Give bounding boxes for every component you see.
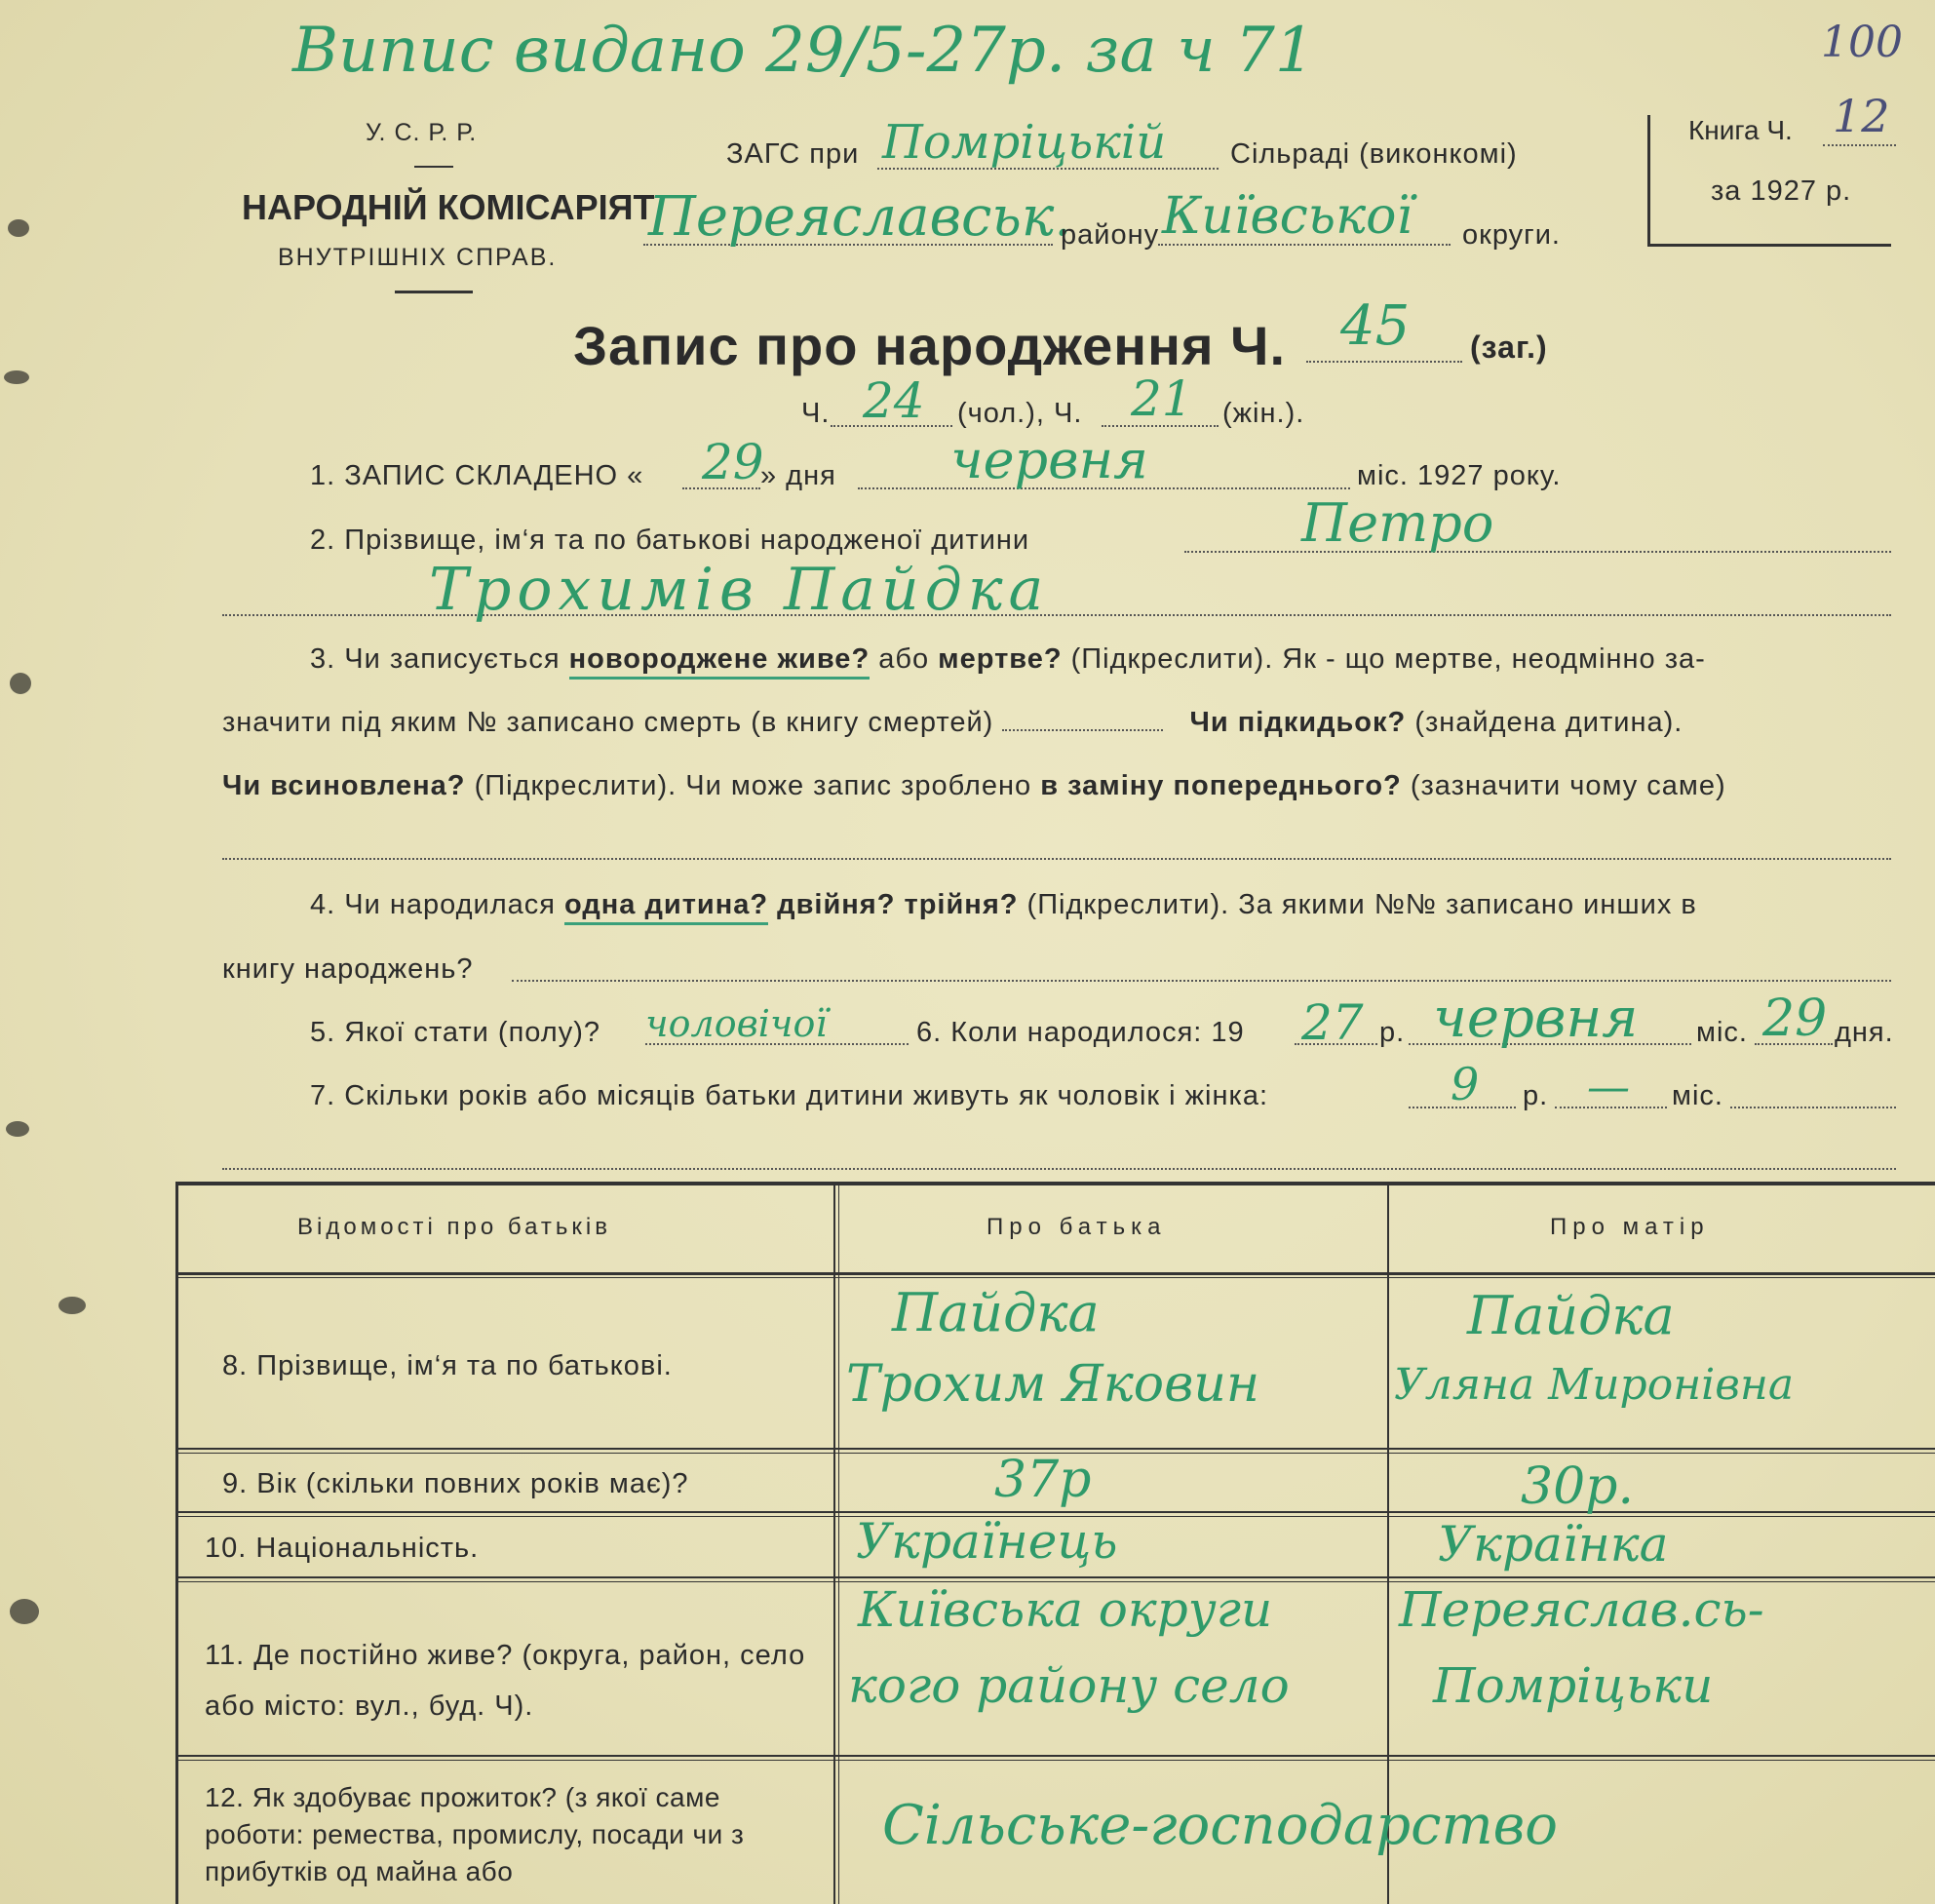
- record-day: 29: [702, 434, 764, 490]
- item3-a: 3. Чи записується: [310, 643, 561, 675]
- row10-label: 10. Національність.: [205, 1533, 480, 1564]
- mother-surname: Пайдка: [1467, 1285, 1675, 1346]
- item3-f: значити під яким № записано смерть (в книгу смертей): [222, 707, 994, 738]
- father-residence-line2: кого району село: [848, 1657, 1290, 1714]
- item3-h: (знайдена дитина).: [1414, 707, 1683, 738]
- binding-hole: [58, 1297, 86, 1314]
- item1-prefix: 1. ЗАПИС СКЛАДЕНО «: [310, 460, 644, 491]
- binding-hole: [10, 673, 31, 694]
- district-label: району: [1061, 219, 1160, 251]
- book-label: Книга Ч.: [1688, 115, 1793, 145]
- binding-hole: [6, 1121, 29, 1137]
- item4-d: (Підкреслити). За якими №№ записано инших в: [1026, 889, 1697, 920]
- record-number: 45: [1340, 294, 1411, 358]
- binding-hole: [8, 219, 29, 237]
- table-border: [838, 1182, 839, 1904]
- male-number: 24: [863, 372, 925, 429]
- okrug-name: Київської: [1162, 187, 1413, 246]
- male-label: (чол.), Ч.: [957, 398, 1083, 429]
- child-surname-patronymic: Трохимів Пайдка: [429, 556, 1050, 624]
- mother-nationality: Українка: [1438, 1516, 1669, 1573]
- table-border: [833, 1182, 835, 1904]
- child-sex: чоловічої: [645, 1002, 828, 1045]
- dead-option: мертве?: [938, 643, 1063, 675]
- record-title: Запис про народження Ч.: [573, 315, 1287, 376]
- twins-triplets-option: двійня? трійня?: [777, 889, 1019, 920]
- row11-label: 11. Де постійно живе? (округа, район, село або місто: вул., буд. Ч).: [205, 1640, 806, 1722]
- father-nationality: Українець: [856, 1513, 1118, 1570]
- occupation: Сільське-господарство: [882, 1794, 1558, 1857]
- binding-hole: [10, 1599, 39, 1624]
- internal-affairs-label: ВНУТРІШНІХ СПРАВ.: [278, 244, 558, 271]
- dotted-line: [1184, 551, 1891, 553]
- zags-prefix: ЗАГС при: [726, 138, 860, 170]
- item5-label: 5. Якої стати (полу)?: [310, 1017, 600, 1048]
- table-border: [175, 1755, 1935, 1757]
- dotted-line: [1730, 1107, 1896, 1108]
- book-year: за 1927 р.: [1711, 175, 1852, 207]
- row8-label: 8. Прізвище, ім‘я та по батькові.: [222, 1350, 673, 1381]
- table-border: [175, 1760, 1935, 1761]
- mother-residence-line2: Помріцьки: [1433, 1657, 1714, 1714]
- divider: [395, 291, 473, 293]
- mother-residence-line1: Переяслав.сь-: [1399, 1581, 1764, 1638]
- item2-label: 2. Прізвище, ім‘я та по батькові народженої дитини: [310, 525, 1030, 556]
- item6-r: р.: [1379, 1017, 1406, 1048]
- dotted-line: [512, 980, 1891, 982]
- table-border: [175, 1448, 1935, 1450]
- item4-a: 4. Чи народилася: [310, 889, 556, 920]
- row9-label: 9. Вік (скільки повних років має)?: [222, 1468, 689, 1499]
- dotted-line: [1823, 144, 1896, 146]
- commissariat-label: НАРОДНІЙ КОМІСАРІЯТ: [242, 187, 655, 227]
- book-number: 12: [1833, 90, 1890, 142]
- subnumber-prefix: Ч.: [801, 398, 831, 429]
- item3-text: [310, 643, 1706, 676]
- table-border: [175, 1576, 1935, 1578]
- birth-day: 29: [1762, 990, 1828, 1048]
- page-number: 100: [1821, 18, 1903, 67]
- row12-label: 12. Як здобуває прожиток? (з якої саме роботи: ремества, промислу, посади чи з прибутків од майна або: [205, 1782, 745, 1886]
- child-first-name: Петро: [1301, 492, 1494, 554]
- mother-name: Уляна Миронівна: [1394, 1360, 1795, 1410]
- table-border: [175, 1277, 1935, 1278]
- item4-line2: книгу народжень?: [222, 953, 474, 985]
- record-month: червня: [950, 429, 1148, 490]
- issuance-note: Випис видано 29/5-27р. за ч 71: [292, 15, 1315, 87]
- col-header-info: Відомості про батьків: [297, 1214, 611, 1240]
- col-header-father: Про батька: [987, 1214, 1167, 1240]
- years-married: 9: [1451, 1058, 1480, 1110]
- col-header-mother: Про матір: [1550, 1214, 1710, 1240]
- father-age: 37р: [994, 1451, 1092, 1509]
- foundling-option: Чи підкидьок?: [1189, 707, 1407, 738]
- item7-r: р.: [1523, 1080, 1549, 1111]
- female-number: 21: [1131, 370, 1193, 427]
- table-border: [175, 1272, 1935, 1275]
- item3-c: або: [878, 643, 930, 675]
- okrug-label: округи.: [1462, 219, 1561, 251]
- zags-suffix: Сільраді (виконкомі): [1230, 138, 1518, 170]
- months-married: —: [1587, 1063, 1630, 1112]
- replacement-option: в заміну попереднього?: [1040, 770, 1402, 801]
- record-suffix: (заг.): [1470, 330, 1548, 365]
- item3-e: (Підкреслити). Як - що мертве, неодмінно за-: [1070, 643, 1706, 675]
- item1-mid: » дня: [760, 460, 836, 491]
- father-surname: Пайдка: [892, 1282, 1100, 1343]
- book-box-bottom: [1647, 244, 1891, 247]
- birth-month: червня: [1433, 987, 1639, 1050]
- alive-option: новороджене живе?: [569, 643, 871, 680]
- dotted-line: [1306, 361, 1462, 363]
- item4-text: [310, 889, 1697, 921]
- divider: [414, 166, 453, 168]
- item6-mis: міс.: [1696, 1017, 1748, 1048]
- table-border: [175, 1182, 178, 1904]
- item6-dnya: дня.: [1835, 1017, 1894, 1048]
- adopted-option: Чи всиновлена?: [222, 770, 466, 801]
- ussr-label: У. С. Р. Р.: [366, 119, 478, 146]
- birth-year: 27: [1301, 994, 1364, 1051]
- dotted-line: [222, 1168, 1896, 1170]
- village-council-name: Помріцькій: [882, 115, 1167, 170]
- table-border: [175, 1182, 1935, 1185]
- item1-suffix: міс. 1927 року.: [1357, 460, 1562, 491]
- item3-line2: [222, 707, 1683, 739]
- item6-label: 6. Коли народилося: 19: [916, 1017, 1245, 1048]
- book-box-left: [1647, 115, 1650, 247]
- mother-age: 30р.: [1521, 1457, 1634, 1516]
- single-child-option: одна дитина?: [564, 889, 768, 925]
- item3-line3: [222, 770, 1726, 802]
- item7-label: 7. Скільки років або місяців батьки дитини живуть як чоловік і жінка:: [310, 1080, 1269, 1111]
- father-name: Трохим Яковин: [846, 1355, 1260, 1414]
- item3-j: (Підкреслити). Чи може запис зроблено: [474, 770, 1032, 801]
- binding-hole: [4, 370, 29, 384]
- father-residence-line1: Київська округи: [858, 1581, 1273, 1638]
- item3-l: (зазначити чому саме): [1410, 770, 1726, 801]
- dotted-line: [222, 858, 1891, 860]
- item7-mis: міс.: [1672, 1080, 1723, 1111]
- district-name: Переяславськ.: [648, 185, 1072, 249]
- female-label: (жін.).: [1222, 398, 1305, 429]
